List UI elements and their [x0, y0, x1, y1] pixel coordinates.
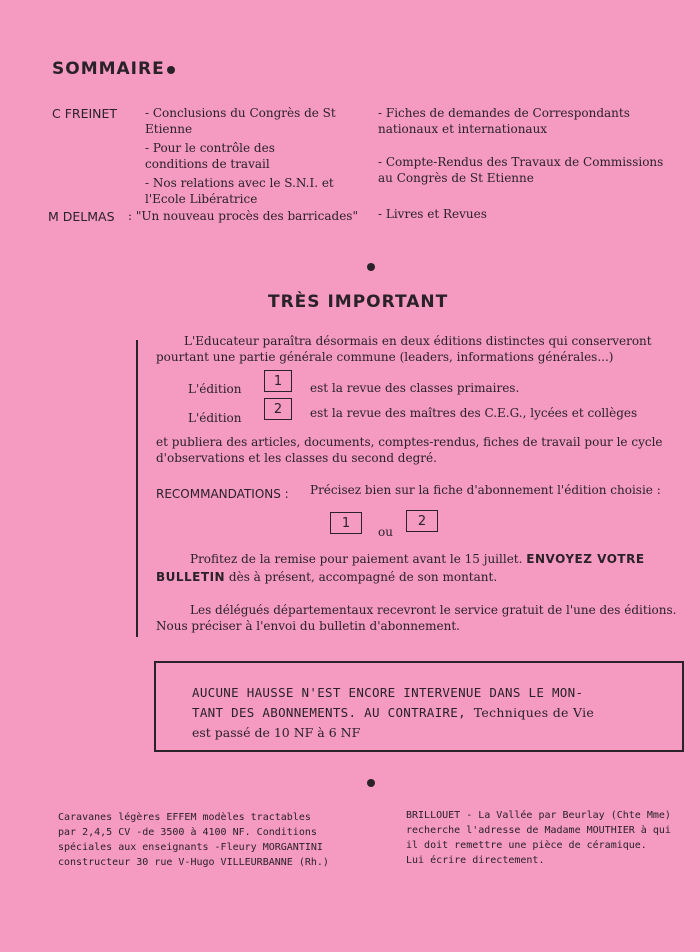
important-title: TRÈS IMPORTANT — [268, 292, 449, 312]
ad-caravanes — [58, 810, 329, 870]
bullet-dot-icon — [167, 66, 175, 74]
notice-line — [192, 703, 594, 723]
sommaire-title: SOMMAIRE — [52, 59, 165, 79]
intro-paragraph: L'Educateur paraîtra désormais en deux éditions distinctes qui conserveront pourtant une partie générale commune (leaders, informations générales...) — [156, 334, 652, 364]
reco-label: RECOMMANDATIONS : — [156, 487, 289, 501]
edition-2-desc: est la revue des maîtres des C.E.G., lycées et collèges — [310, 406, 638, 420]
edition-label: L'édition — [188, 382, 242, 396]
separator-dot-icon — [367, 779, 375, 787]
toc-item: - Livres et Revues — [378, 207, 487, 221]
choice-1-box: 1 — [330, 512, 362, 534]
edition-2-box: 2 — [264, 398, 292, 420]
reco-text: Précisez bien sur la fiche d'abonnement l'édition choisie : — [310, 483, 661, 497]
edition-1-desc: est la revue des classes primaires. — [310, 381, 520, 395]
remise-text: Profitez de la remise pour paiement avant le 15 juillet. — [190, 552, 523, 566]
ad-line: Caravanes légères EFFEM modèles tractables — [58, 812, 311, 823]
ad-line: Lui écrire directement. — [406, 855, 545, 866]
freinet-item: - Nos relations avec le S.N.I. et l'Ecole Libératrice — [145, 176, 334, 206]
notice-line: AUCUNE HAUSSE N'EST ENCORE INTERVENUE DANS LE MON- — [192, 685, 584, 700]
delmas-item: : "Un nouveau procès des barricades" — [128, 209, 358, 223]
separator-dot-icon — [367, 263, 375, 271]
ad-line: recherche l'adresse de Madame MOUTHIER à qui — [406, 825, 671, 836]
ad-line: spéciales aux enseignants -Fleury MORGANTINI — [58, 842, 323, 853]
notice-box — [154, 661, 684, 752]
remise-caps: ENVOYEZ VOTRE BULLETIN — [156, 552, 645, 584]
ad-line: constructeur 30 rue V-Hugo VILLEURBANNE (Rh.) — [58, 857, 329, 868]
author-freinet: C FREINET — [52, 106, 118, 121]
notice-line: est passé de 10 NF à 6 NF — [192, 725, 361, 740]
ad-line: par 2,4,5 CV -de 3500 à 4100 NF. Conditions — [58, 827, 317, 838]
edition-label: L'édition — [188, 411, 242, 425]
remise-text-end: dès à présent, accompagné de son montant. — [228, 570, 498, 584]
notice-journal-name: Techniques de Vie — [473, 705, 595, 720]
vertical-rule — [136, 340, 138, 637]
ad-line: il doit remettre une pièce de céramique. — [406, 840, 647, 851]
freinet-item: - Pour le contrôle des conditions de travail — [145, 141, 275, 171]
choice-or: ou — [378, 525, 393, 539]
edition-1-box: 1 — [264, 370, 292, 392]
publish-paragraph: et publiera des articles, documents, comptes-rendus, fiches de travail pour le cycle d'observations et les classes du second degré. — [156, 435, 663, 465]
ad-line: BRILLOUET - La Vallée par Beurlay (Chte Mme) — [406, 810, 671, 821]
choice-2-box: 2 — [406, 510, 438, 532]
remise-paragraph — [156, 550, 696, 586]
notice-text: TANT DES ABONNEMENTS. AU CONTRAIRE, — [192, 705, 466, 720]
toc-item: - Compte-Rendus des Travaux de Commissions au Congrès de St Etienne — [378, 155, 664, 185]
freinet-item: - Conclusions du Congrès de St Etienne — [145, 106, 336, 136]
toc-item: - Fiches de demandes de Correspondants nationaux et internationaux — [378, 106, 630, 136]
delegues-paragraph: Les délégués départementaux recevront le service gratuit de l'une des éditions. Nous préciser à l'envoi du bulletin d'abonnement. — [156, 603, 677, 633]
author-delmas: M DELMAS — [48, 209, 115, 224]
ad-brillouet — [406, 808, 671, 868]
